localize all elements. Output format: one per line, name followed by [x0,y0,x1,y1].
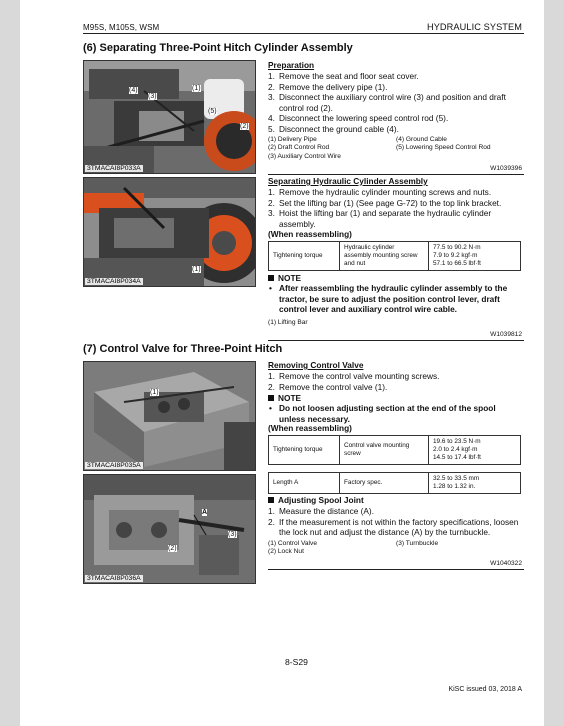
step-number: 2. [268,516,275,527]
step-text: Disconnect the auxiliary control wire (3) and position and draft [279,92,506,102]
torque-item-line: screw [344,450,361,457]
photo-control-valve [83,361,256,471]
legend-item: (1) Delivery Pipe [268,136,317,143]
photo-lifting-bar [83,177,256,287]
length-table [268,472,521,494]
note-title: NOTE [278,393,302,403]
step-text: Hoist the lifting bar (1) and separate the hydraulic cylinder [279,208,492,218]
note-line-text: After reassembling the hydraulic cylinder assembly to the [279,283,508,293]
section-6-title: (6) Separating Three-Point Hitch Cylinder Assembly [83,42,353,54]
legend-item: (1) Control Valve [268,540,317,547]
step-text: If the measurement is not within the factory specifications, loosen [279,516,519,527]
length-value: 32.5 to 33.5 mm [433,475,480,482]
photo-label: 3TMACAI8P036A [87,575,141,582]
note-square-icon [268,395,274,401]
length-value: 1.28 to 1.32 in. [433,483,476,490]
note-title: NOTE [278,273,302,283]
photo-label: 3TMACAI8P034A [87,278,141,285]
torque-values [429,242,521,271]
step-text: Remove the delivery pipe (1). [279,81,388,92]
preparation-title: Preparation [268,60,315,70]
factory-label: Factory spec. [340,473,429,494]
photo-label: 3TMACAI8P033A [87,165,141,172]
step-text: the lock nut and adjust the distance (A) by the turnbuckle. [279,527,491,537]
step-number: 3. [268,92,275,102]
step-text: Remove the control valve mounting screws. [279,371,440,381]
divider [268,569,524,570]
callout-1: (1) [150,389,159,396]
step [268,124,528,135]
header-section: HYDRAULIC SYSTEM [426,22,522,32]
torque-value: 7.9 to 9.2 kgf·m [433,252,478,259]
reference-code: W1040322 [490,560,522,567]
step-text: Remove the control valve (1). [279,381,388,392]
step [268,71,528,82]
step-number: 1. [268,71,275,81]
photo-image [84,475,255,583]
callout-2: (2) [168,545,177,552]
step-text: Measure the distance (A). [279,506,374,516]
step-text: control rod (2). [279,102,333,113]
legend-item: (4) Ground Cable [396,136,447,143]
removing-steps [268,371,528,392]
length-label-text: Length A [273,479,299,486]
torque-value: 77.5 to 90.2 N·m [433,244,481,251]
length-values [429,473,521,494]
note-block [268,273,301,284]
step-text: Remove the hydraulic cylinder mounting screws and nuts. [279,187,492,197]
step-number: 4. [268,113,275,123]
step [268,113,528,124]
note-text [268,283,530,315]
legend-item: (3) Auxiliary Control Wire [268,152,341,160]
torque-item-line: Control valve mounting [344,442,410,449]
page-number: 8-S29 [285,657,308,667]
step-number: 1. [268,506,275,516]
step [268,382,528,393]
step [268,517,530,528]
callout-3: (3) [228,531,237,538]
step-number: 1. [268,187,275,197]
note-line [268,283,530,294]
torque-value: 57.1 to 66.5 lbf·ft [433,260,481,267]
callout-3: (3) [148,93,157,100]
photo-label: 3TMACAI8P035A [87,462,141,469]
reassembling-heading: (When reassembling) [268,229,352,239]
note-line: tractor, be sure to adjust the position control lever, draft [279,293,500,304]
cylinder-steps [268,187,528,229]
torque-value: 19.6 to 23.5 N·m [433,438,481,445]
spool-legend-left [268,540,317,557]
torque-table [268,435,521,465]
bullet-icon: • [269,283,272,293]
step-number: 5. [268,123,275,134]
photo-image [84,61,255,173]
note-line: unless necessary. [279,413,350,424]
spool-title: Adjusting Spool Joint [278,495,364,505]
step-text: Set the lifting bar (1) (See page G-72) to the top link bracket. [279,197,502,208]
note-line: control lever and auxiliary control wire cable. [279,304,457,314]
photo-spool-joint [83,474,256,584]
step [268,92,528,103]
step [268,371,528,382]
step [268,82,528,93]
step-number: 2. [268,81,275,92]
callout-2: (2) [240,123,249,130]
step [268,187,528,198]
callout-1: (1) [192,85,201,92]
photo-image [84,362,255,470]
spool-legend-right [396,540,438,548]
callout-5: (5) [208,108,217,115]
preparation-legend-right [396,136,491,153]
torque-item [340,242,429,271]
length-label [269,473,340,494]
photo-hitch-preparation [83,60,256,174]
torque-label: Tightening torque [269,436,340,465]
step-number: 3. [268,208,275,218]
step-number: 2. [268,381,275,392]
divider [268,174,524,175]
note-line-text: Do not loosen adjusting section at the end of the spool [279,403,496,413]
callout-a: A [202,509,208,516]
legend-item: (5) Lowering Speed Control Rod [396,144,491,152]
preparation-steps [268,71,528,134]
step-text: Disconnect the ground cable (4). [279,123,399,134]
callout-1: (1) [192,266,201,273]
torque-item-line: assembly mounting screw [344,252,418,259]
note-square-icon [268,275,274,281]
step-text: Remove the seat and floor seat cover. [279,71,419,81]
torque-table [268,241,521,271]
spool-steps [268,506,530,538]
torque-item-line: and nut [344,260,366,267]
issue-stamp: KiSC issued 03, 2018 A [448,686,522,693]
spool-heading [268,495,364,506]
reference-code: W1039396 [490,165,522,172]
torque-item [340,436,429,465]
manual-page [20,0,544,726]
step-text: Disconnect the lowering speed control rod (5). [279,113,449,123]
removing-title: Removing Control Valve [268,360,364,370]
step-text: assembly. [279,218,316,229]
header-rule [83,33,524,34]
step-number: 2. [268,197,275,208]
note-text [268,403,530,424]
note-line [268,403,530,414]
step-number: 1. [268,371,275,381]
legend-item: (2) Draft Control Rod [268,144,330,152]
step [268,527,530,538]
torque-values [429,436,521,465]
note-square-icon [268,497,274,503]
torque-value: 2.0 to 2.4 kgf·m [433,446,478,453]
photo-image [84,178,255,286]
step [268,103,528,114]
callout-4: (4) [129,87,138,94]
cylinder-legend: (1) Lifting Bar [268,319,308,326]
torque-value: 14.5 to 17.4 lbf·ft [433,454,481,461]
step [268,219,528,230]
divider [268,340,524,341]
cylinder-title: Separating Hydraulic Cylinder Assembly [268,176,428,186]
torque-item-line: Hydraulic cylinder [344,244,395,251]
torque-label: Tightening torque [269,242,340,271]
reference-code: W1039812 [490,331,522,338]
preparation-legend-left [268,136,341,161]
bullet-icon: • [269,403,272,413]
step [268,208,528,219]
header-models: M95S, M105S, WSM [83,23,160,32]
legend-item: (3) Turnbuckle [396,540,439,547]
reassembling-heading: (When reassembling) [268,423,352,433]
step [268,198,528,209]
step [268,506,530,517]
note-block [268,393,301,404]
section-7-title: (7) Control Valve for Three-Point Hitch [83,343,283,355]
legend-item: (2) Lock Nut [268,548,304,556]
